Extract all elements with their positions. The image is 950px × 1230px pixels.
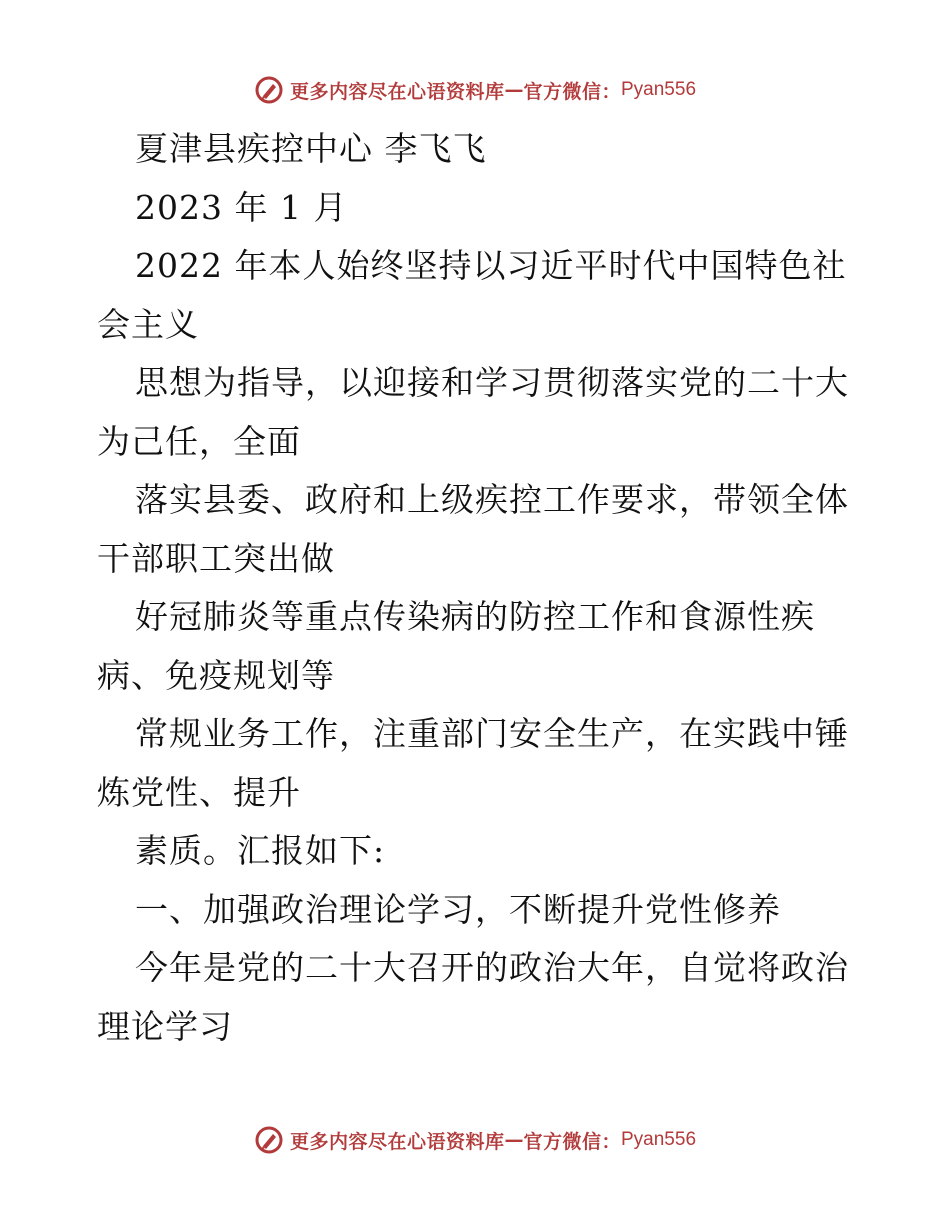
- pen-logo-icon: [254, 1125, 284, 1155]
- paragraph-line: 常规业务工作，注重部门安全生产，在实践中锤: [135, 714, 849, 753]
- footer-watermark: [0, 1120, 950, 1160]
- watermark-contact-id: Pyan556: [621, 1129, 697, 1150]
- paragraph-line: 落实县委、政府和上级疾控工作要求，带领全体: [135, 480, 849, 519]
- paragraph-line: 炼党性、提升: [97, 772, 301, 812]
- pen-logo-icon: [254, 75, 284, 105]
- paragraph-line: 干部职工突出做: [97, 538, 335, 578]
- header-watermark: [0, 70, 950, 110]
- author-line: 夏津县疾控中心 李飞飞: [135, 129, 487, 168]
- paragraph-line: 为己任，全面: [97, 421, 301, 461]
- paragraph-line: 病、免疫规划等: [97, 655, 335, 695]
- section-heading: 一、加强政治理论学习，不断提升党性修养: [135, 889, 781, 929]
- watermark-contact-label: 官方微信：: [523, 80, 621, 103]
- paragraph-line: 2022 年本人始终坚持以习近平时代中国特色社: [135, 246, 847, 285]
- watermark-text: 更多内容尽在心语资料库: [289, 80, 505, 103]
- watermark-contact-label: 官方微信：: [523, 1130, 621, 1153]
- paragraph-line: 今年是党的二十大召开的政治大年，自觉将政治: [135, 948, 849, 987]
- paragraph-line: 理论学习: [97, 1006, 233, 1046]
- watermark-contact-id: Pyan556: [621, 79, 697, 100]
- paragraph-line: 素质。汇报如下:: [135, 831, 386, 870]
- watermark-text: 更多内容尽在心语资料库: [289, 1130, 505, 1153]
- watermark-dash: —: [504, 1129, 524, 1151]
- date-line: 2023 年 1 月: [135, 187, 348, 227]
- paragraph-line: 思想为指导，以迎接和学习贯彻落实党的二十大: [135, 363, 849, 402]
- watermark-dash: —: [504, 79, 524, 101]
- paragraph-line: 会主义: [97, 304, 199, 344]
- paragraph-line: 好冠肺炎等重点传染病的防控工作和食源性疾: [135, 597, 815, 636]
- document-body: [97, 120, 857, 1056]
